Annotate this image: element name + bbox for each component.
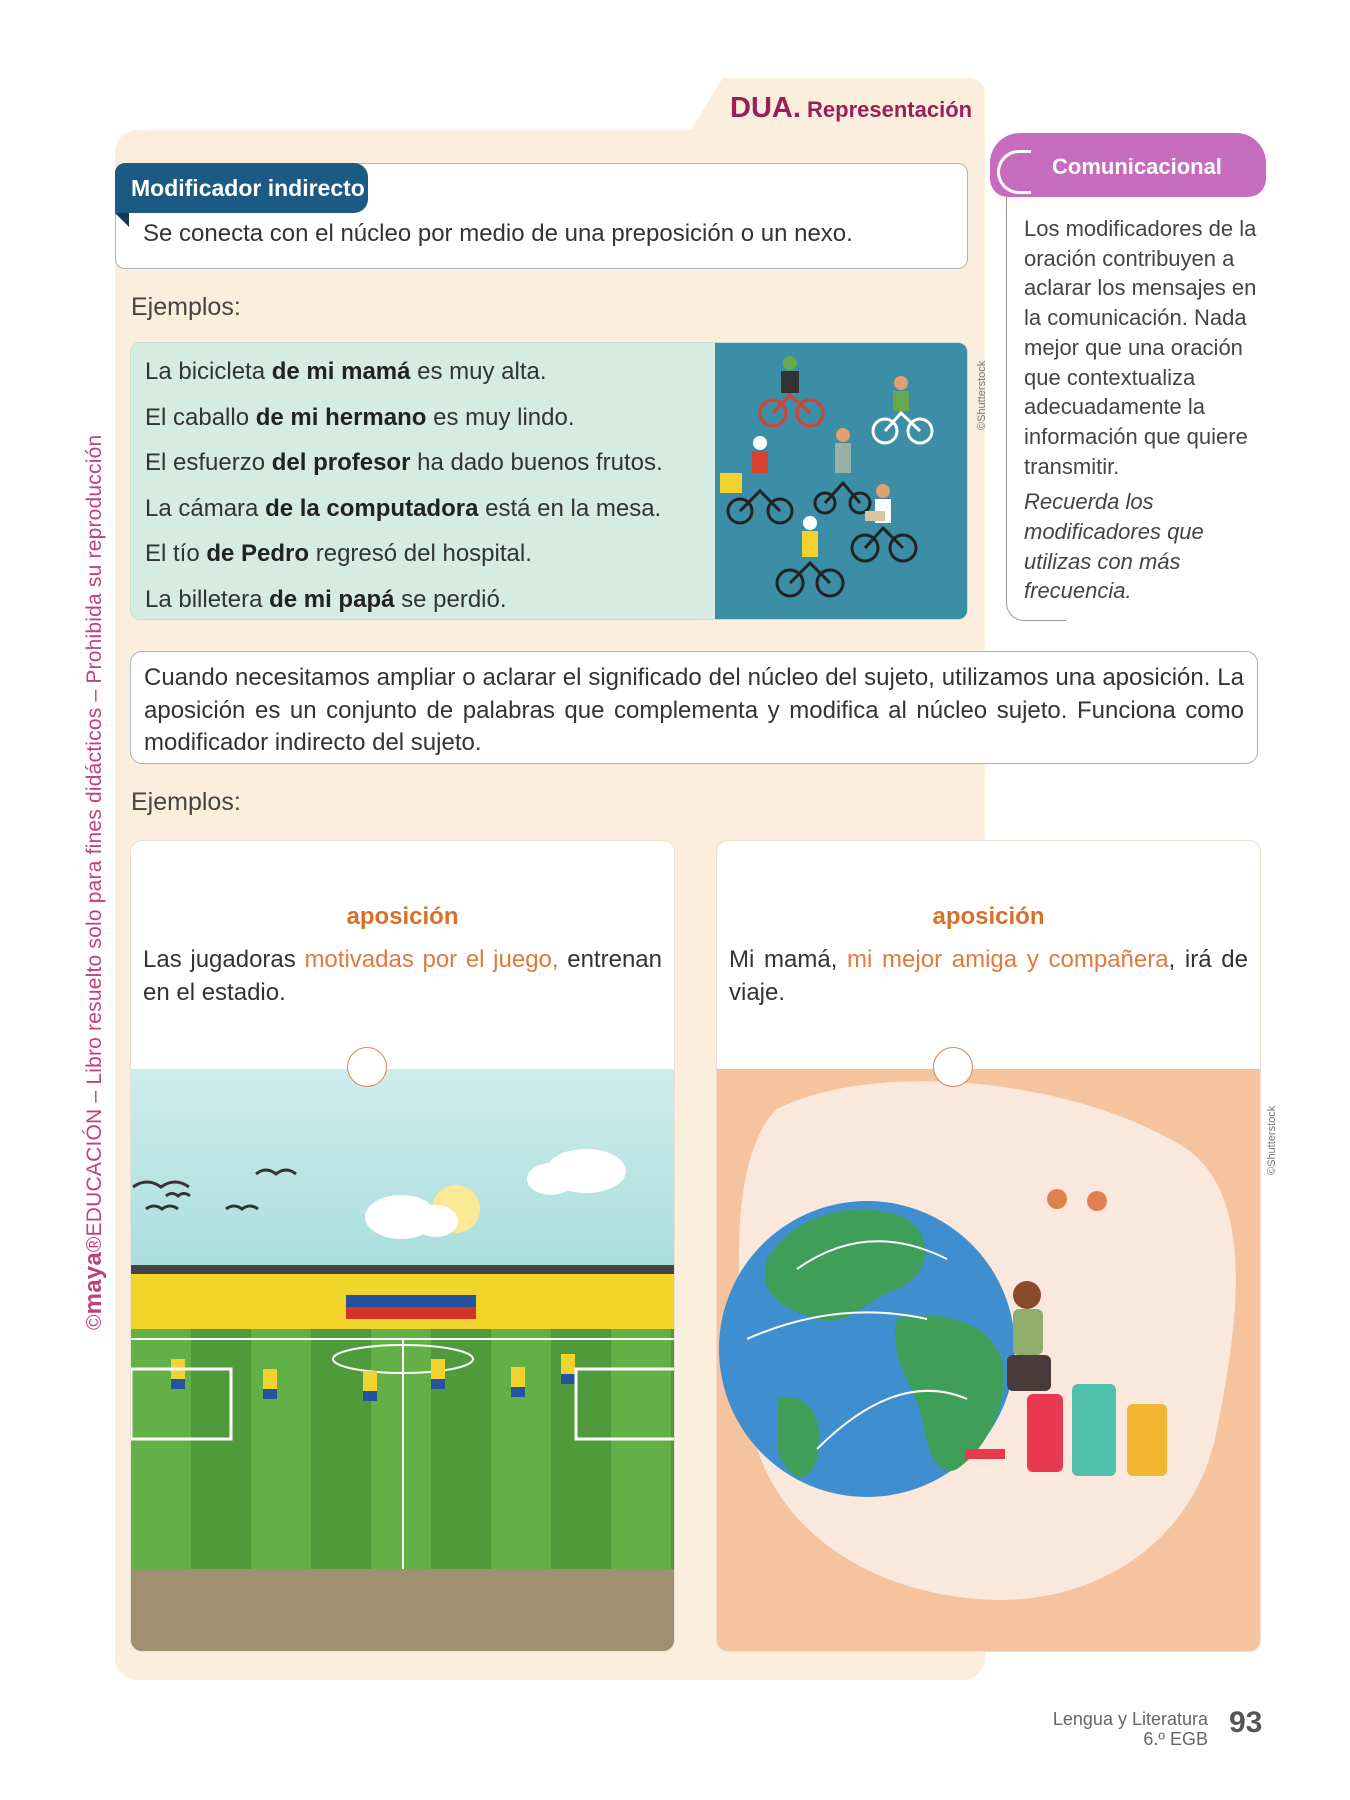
apposition-definition: Cuando necesitamos ampliar o aclarar el significado del núcleo del sujeto, utilizamos una aposición. La aposición es un conjunto de palabras que complementa y modifica al núcleo sujeto. Funciona como modificador indirecto del sujeto. [130,651,1258,764]
examples-box [130,342,968,620]
definition-tag: Modificador indirecto [115,163,368,213]
card-ring [933,1047,973,1087]
apposition-label: aposición [932,903,1045,930]
card-ring [347,1047,387,1087]
cyclists-illustration [715,343,967,620]
example-line: El caballo de mi hermano es muy lindo. [145,403,575,431]
dua-title: DUA. Representación [730,92,973,124]
comunicacional-title: Comunicacional [1052,154,1222,179]
example-line: El tío de Pedro regresó del hospital. [145,540,532,567]
apposition-card-travel [716,840,1261,1652]
example-line: La cámara de la computadora está en la mesa. [145,494,662,522]
travel-globe-illustration [717,1069,1260,1652]
definition-text: Se conecta con el núcleo por medio de una preposición o un nexo. [143,220,853,247]
example-line: La billetera de mi papá se perdió. [145,585,507,613]
comunicacional-text: Los modificadores de la oración contribuyen a aclarar los mensajes en la comunicación. Nada mejor que una oración que contextualiza adecuadamente la información que quiere transmitir. [1024,216,1257,479]
apposition-sentence: Las jugadoras motivadas por el juego, entrenan en el estadio. [143,946,662,1006]
footer-subject: Lengua y Literatura 6.º EGB [1052,1709,1208,1749]
image-credit: ©Shutterstock [1266,1105,1278,1175]
comunicacional-tip: Recuerda los modificadores que utilizas con más frecuencia. [1024,489,1204,604]
example-line: La bicicleta de mi mamá es muy alta. [145,358,547,385]
apposition-card-soccer [130,840,675,1652]
copyright-side-text: ©maya®EDUCACIÓN – Libro resuelto solo para fines didácticos – Prohibida su reproducción [80,434,107,1330]
soccer-stadium-illustration [131,1069,674,1652]
examples-heading-2: Ejemplos: [131,788,241,816]
image-credit: ©Shutterstock [976,360,988,430]
examples-heading: Ejemplos: [131,293,241,321]
apposition-sentence: Mi mamá, mi mejor amiga y compañera, irá de viaje. [729,946,1248,1006]
apposition-label: aposición [346,903,459,930]
page-number: 93 [1229,1706,1263,1739]
example-line: El esfuerzo del profesor ha dado buenos frutos. [145,449,663,476]
comunicacional-body [1024,214,1274,606]
